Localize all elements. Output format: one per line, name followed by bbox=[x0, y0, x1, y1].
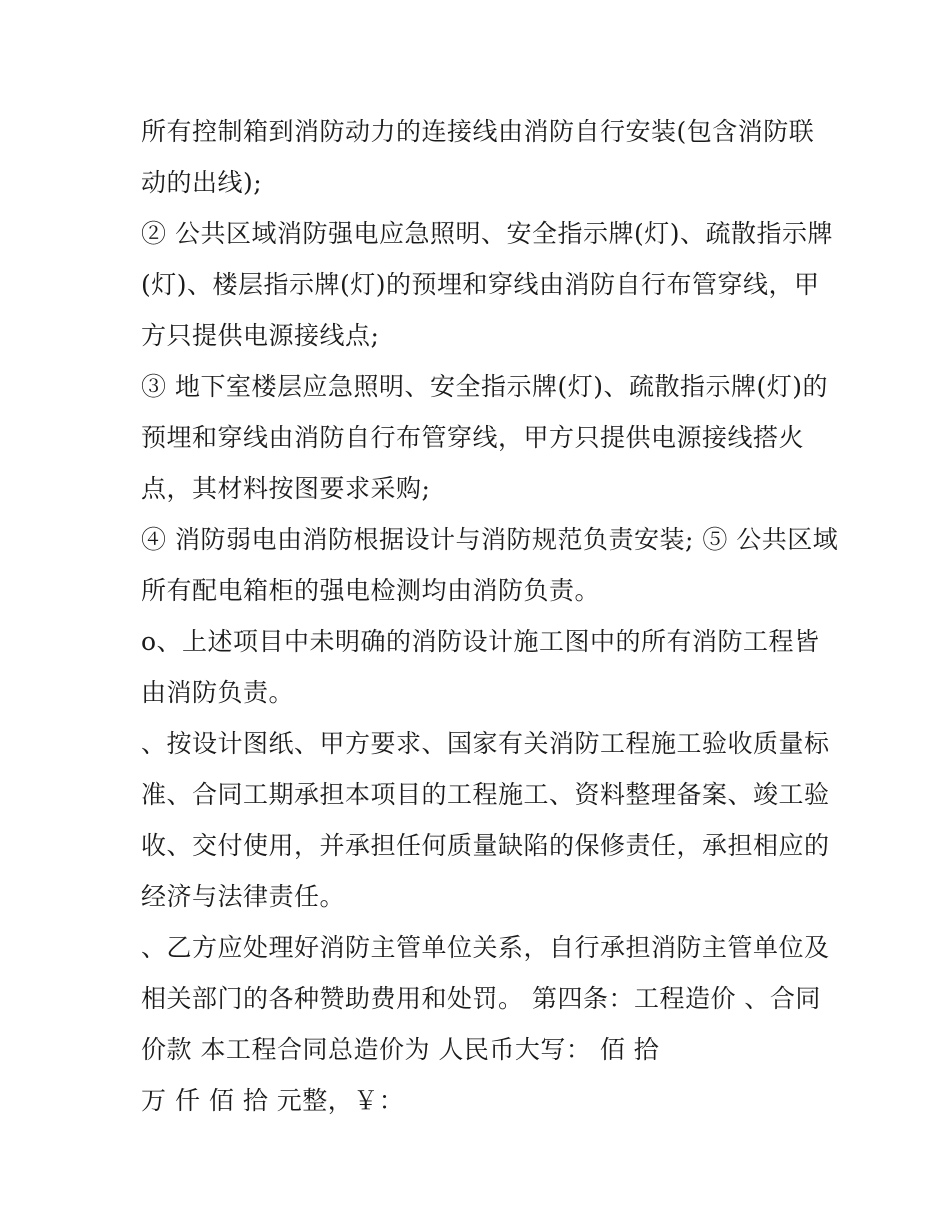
text-line-15: 收、交付使用，并承担任何质量缺陷的保修责任，承担相应的 bbox=[141, 831, 830, 860]
text-line-14: 准、合同工期承担本项目的工程施工、资料整理备案、竣工验 bbox=[141, 780, 830, 809]
text-line-8: 点，其材料按图要求采购; bbox=[141, 474, 431, 503]
text-line-7: 预埋和穿线由消防自行布管穿线，甲方只提供电源接线搭火 bbox=[141, 423, 805, 452]
text-line-20: 万 仟 佰 拾 元整，￥： bbox=[141, 1086, 405, 1115]
text-line-10: 所有配电箱柜的强电检测均由消防负责。 bbox=[141, 576, 601, 605]
text-line-9: ④ 消防弱电由消防根据设计与消防规范负责安装; ⑤ 公共区域 bbox=[141, 525, 839, 554]
text-line-12: 由消防负责。 bbox=[141, 678, 295, 707]
text-line-11: o、上述项目中未明确的消防设计施工图中的所有消防工程皆 bbox=[141, 627, 820, 656]
text-line-5: 方只提供电源接线点; bbox=[141, 321, 380, 350]
text-line-1: 所有控制箱到消防动力的连接线由消防自行安装(包含消防联 bbox=[141, 117, 815, 146]
text-line-6: ③ 地下室楼层应急照明、安全指示牌(灯)、疏散指示牌(灯)的 bbox=[141, 372, 828, 401]
text-line-19: 价款 本工程合同总造价为 人民币大写： 佰 拾 bbox=[141, 1035, 660, 1064]
text-line-18: 相关部门的各种赞助费用和处罚。 第四条：工程造价 、合同 bbox=[141, 984, 821, 1013]
text-line-4: (灯)、楼层指示牌(灯)的预埋和穿线由消防自行布管穿线，甲 bbox=[141, 270, 820, 299]
text-line-2: 动的出线); bbox=[141, 168, 263, 197]
text-line-13: 、按设计图纸、甲方要求、国家有关消防工程施工验收质量标 bbox=[141, 729, 830, 758]
text-line-16: 经济与法律责任。 bbox=[141, 882, 346, 911]
text-line-3: ② 公共区域消防强电应急照明、安全指示牌(灯)、疏散指示牌 bbox=[141, 219, 833, 248]
text-line-17: 、乙方应处理好消防主管单位关系，自行承担消防主管单位及 bbox=[141, 933, 830, 962]
document-body bbox=[141, 106, 839, 1126]
